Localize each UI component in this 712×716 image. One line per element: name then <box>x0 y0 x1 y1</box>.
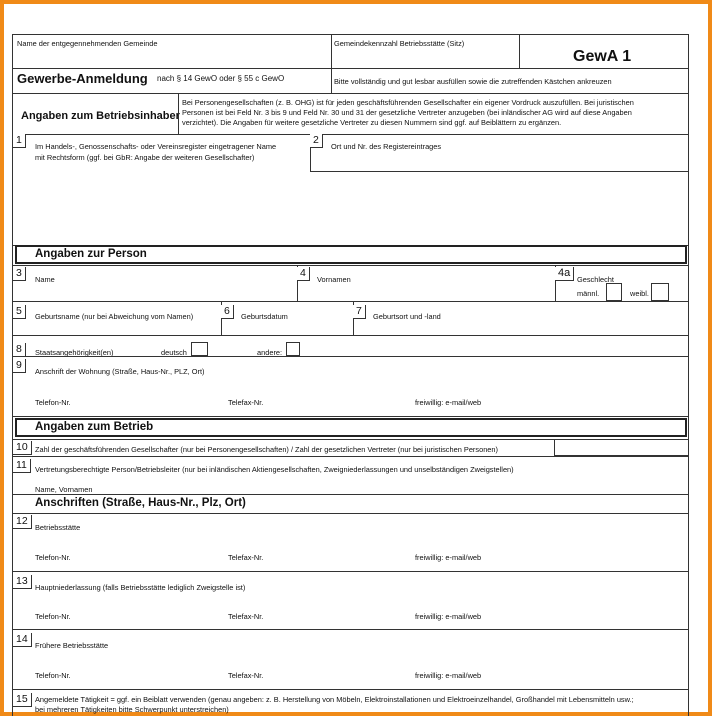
section-betrieb: Angaben zum Betrieb <box>35 421 154 433</box>
betriebsleiter-input[interactable] <box>103 481 673 493</box>
betriebsinhaber-note-3: verzichtet). Die Angaben für weitere gesetzliche Vertreter zu diesen Nummern sind ggf. auf Beiblättern zu ergänzen. <box>182 118 562 127</box>
weibl-checkbox[interactable] <box>651 283 669 301</box>
form-legal-basis: nach § 14 GewO oder § 55 c GewO <box>157 74 285 83</box>
field-number-4a: 4a <box>555 267 574 281</box>
field-7-label: Geburtsort und -land <box>373 312 441 321</box>
hauptniederlassung-input[interactable] <box>35 595 675 609</box>
person-telefon-label: Telefon-Nr. <box>35 398 71 407</box>
maennl-label: männl. <box>577 289 600 298</box>
f14-email-label: freiwillig: e-mail/web <box>415 671 482 680</box>
f12-telefax-label: Telefax-Nr. <box>228 553 264 562</box>
form-instructions: Bitte vollständig und gut lesbar ausfüllen sowie die zutreffenden Kästchen ankreuzen <box>334 77 612 86</box>
geburtsdatum-input[interactable] <box>225 322 351 334</box>
gewerbe-anmeldung-form <box>12 34 689 716</box>
field-number-4: 4 <box>297 267 310 281</box>
betriebsinhaber-note-1: Bei Personengesellschaften (z. B. OHG) ist für jeden geschäftsführenden Gesellschafter ein eigener Vordruck auszufüllen. Bei juristischen <box>182 98 634 107</box>
fruehere-betriebsstaette-input[interactable] <box>35 653 675 667</box>
f12-email-label: freiwillig: e-mail/web <box>415 553 482 562</box>
field-number-8: 8 <box>13 343 26 357</box>
field-15-label-line-1: Angemeldete Tätigkeit = ggf. ein Beiblatt verwenden (genau angeben: z. B. Herstellung von Möbeln, Elektroinstallationen und Elektroeinzelhandel, Großhandel mit Lebensmitteln usw.; <box>35 695 634 704</box>
section-person: Angaben zur Person <box>35 248 147 260</box>
andere-label: andere: <box>257 348 283 357</box>
field-3-label: Name <box>35 275 55 284</box>
form-code: GewA 1 <box>573 48 632 65</box>
field-number-14: 14 <box>13 633 32 647</box>
field-number-15: 15 <box>13 693 32 707</box>
section-betriebsinhaber: Angaben zum Betriebsinhaber <box>21 110 180 122</box>
person-telefax-label: Telefax-Nr. <box>228 398 264 407</box>
f13-telefon-label: Telefon-Nr. <box>35 612 71 621</box>
person-email-label: freiwillig: e-mail/web <box>415 398 482 407</box>
field-number-10: 10 <box>13 441 32 455</box>
maennl-checkbox[interactable] <box>606 283 622 301</box>
field-1-input[interactable] <box>17 165 307 243</box>
form-title: Gewerbe-Anmeldung <box>17 71 148 86</box>
field-number-7: 7 <box>353 305 366 319</box>
field-15-label-line-2: bei mehreren Tätigkeiten bitte Schwerpunkt unterstreichen) <box>35 705 229 714</box>
field-5-label: Geburtsname (nur bei Abweichung vom Namen) <box>35 312 194 321</box>
name-input[interactable] <box>53 268 293 300</box>
wohnung-anschrift-input[interactable] <box>35 378 675 392</box>
field-1-label-line-1: Im Handels-, Genossenschafts- oder Vereinsregister eingetragener Name <box>35 142 277 151</box>
andere-checkbox[interactable] <box>286 342 300 356</box>
f14-telefax-label: Telefax-Nr. <box>228 671 264 680</box>
field-number-2: 2 <box>310 134 323 148</box>
geburtsname-input[interactable] <box>18 322 218 334</box>
field-8-label: Staatsangehörigkeit(en) <box>35 348 114 357</box>
f12-telefon-label: Telefon-Nr. <box>35 553 71 562</box>
field-2-label: Ort und Nr. des Registereintrages <box>331 142 442 151</box>
geburtsort-input[interactable] <box>358 322 683 334</box>
f13-telefax-label: Telefax-Nr. <box>228 612 264 621</box>
field-10-label: Zahl der geschäftsführenden Gesellschafter (nur bei Personengesellschaften) / Zahl der gesetzlichen Vertreter (nur bei juristischen Personen) <box>35 445 498 454</box>
field-9-label: Anschrift der Wohnung (Straße, Haus-Nr., PLZ, Ort) <box>35 367 205 376</box>
field-11-label: Vertretungsberechtigte Person/Betriebsleiter (nur bei inländischen Aktiengesellschaften, Zweigniederlassungen und unselbständigen Zweigstellen) <box>35 465 514 474</box>
weibl-label: weibl. <box>630 289 649 298</box>
f14-telefon-label: Telefon-Nr. <box>35 671 71 680</box>
gemeinde-name-label: Name der entgegennehmenden Gemeinde <box>17 39 158 48</box>
field-1-label-line-2: mit Rechtsform (ggf. bei GbR: Angabe der weiteren Gesellschafter) <box>35 153 255 162</box>
field-number-6: 6 <box>221 305 234 319</box>
field-4-label: Vornamen <box>317 275 351 284</box>
section-anschriften: Anschriften (Straße, Haus-Nr., Plz, Ort) <box>35 497 246 509</box>
deutsch-label: deutsch <box>161 348 187 357</box>
field-12-label: Betriebsstätte <box>35 523 81 532</box>
field-14-label: Frühere Betriebsstätte <box>35 641 109 650</box>
betriebsinhaber-note-2: Personen ist bei Feld Nr. 3 bis 9 und Feld Nr. 30 und 31 der gesetzliche Vertreter anzugeben (bei inländischer AG wird auf diese Angaben <box>182 108 632 117</box>
field-number-13: 13 <box>13 575 32 589</box>
field-2-input[interactable] <box>313 173 685 243</box>
field-11-sub-label: Name, Vornamen <box>35 485 93 494</box>
vornamen-input[interactable] <box>358 268 553 300</box>
field-number-11: 11 <box>13 459 31 473</box>
f13-email-label: freiwillig: e-mail/web <box>415 612 482 621</box>
deutsch-checkbox[interactable] <box>191 342 208 356</box>
field-6-label: Geburtsdatum <box>241 312 288 321</box>
field-number-9: 9 <box>13 359 26 373</box>
betriebsstaette-input[interactable] <box>35 535 675 549</box>
field-number-12: 12 <box>13 515 32 529</box>
field-13-label: Hauptniederlassung (falls Betriebsstätte lediglich Zweigstelle ist) <box>35 583 246 592</box>
field-number-5: 5 <box>13 305 26 319</box>
field-10-input[interactable] <box>554 440 688 456</box>
field-4a-label: Geschlecht <box>577 275 614 284</box>
gemeindekennzahl-label: Gemeindekennzahl Betriebsstätte (Sitz) <box>334 39 465 48</box>
field-number-1: 1 <box>13 134 26 148</box>
field-number-3: 3 <box>13 267 26 281</box>
